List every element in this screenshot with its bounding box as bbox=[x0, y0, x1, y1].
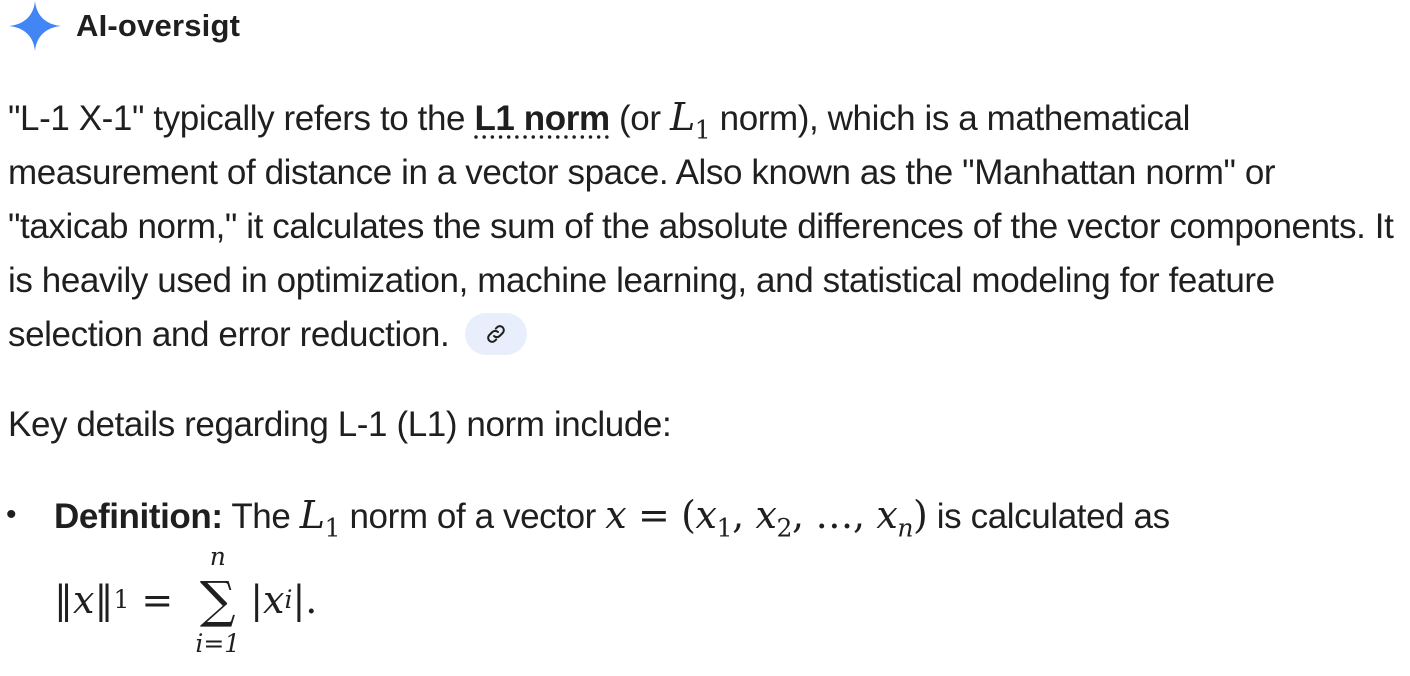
overview-paragraph bbox=[8, 90, 1403, 362]
math-l: L bbox=[299, 493, 325, 537]
overview-text-start: "L-1 X-1" typically refers to the bbox=[8, 99, 475, 138]
gemini-spark-icon bbox=[8, 0, 62, 52]
l1-math-symbol bbox=[669, 95, 711, 145]
sum-term: x bbox=[263, 578, 285, 622]
vector-ellipsis: , …, bbox=[791, 493, 877, 537]
l1-norm-term-link[interactable]: L1 norm bbox=[474, 99, 610, 138]
ai-overview-title: AI-oversigt bbox=[76, 8, 241, 43]
link-icon bbox=[484, 322, 508, 346]
vector-xn: x bbox=[876, 493, 898, 537]
ai-overview-header bbox=[8, 0, 240, 52]
overview-text-rest: norm), which is a mathematical measurement of distance in a vector space. Also known as the "Manhattan norm" or "taxicab norm," it calculates the sum of the absolute differences of the vector components. It is heavily used in optimization, machine learning, and statistical modeling for feature selection and error reduction. bbox=[8, 99, 1394, 354]
abs-open: | bbox=[250, 578, 264, 622]
abs-close: |. bbox=[292, 578, 318, 622]
vector-eq: = ( bbox=[626, 493, 696, 537]
vector-x1-sub: 1 bbox=[716, 513, 733, 543]
vector-expression bbox=[605, 493, 928, 543]
definition-text-start: The bbox=[222, 497, 300, 536]
vector-close: ) bbox=[913, 493, 928, 537]
vector-x2: x bbox=[755, 493, 777, 537]
math-l-subscript: 1 bbox=[694, 115, 711, 145]
vector-x2-sub: 2 bbox=[776, 513, 792, 543]
l1-norm-formula: ‖ x ‖ 1 = n ∑ i=1 | x i |. bbox=[54, 542, 318, 658]
norm-open: ‖ bbox=[54, 578, 73, 622]
bullet-dot: • bbox=[6, 498, 17, 531]
overview-text-or: (or bbox=[609, 99, 670, 138]
formula-eq: = bbox=[129, 578, 186, 622]
summation bbox=[195, 544, 240, 656]
source-link-button[interactable] bbox=[465, 313, 527, 355]
vector-x1: x bbox=[695, 493, 717, 537]
definition-label: Definition: bbox=[54, 497, 223, 536]
norm-var: x bbox=[73, 578, 95, 622]
sum-upper-limit: n bbox=[209, 542, 226, 571]
sum-lower-text: i=1 bbox=[195, 629, 241, 658]
definition-text-end: is calculated as bbox=[927, 497, 1170, 536]
math-l: L bbox=[669, 95, 695, 139]
vector-xn-sub: n bbox=[897, 513, 914, 543]
sum-symbol: ∑ bbox=[199, 571, 236, 629]
vector-var: x bbox=[605, 493, 627, 537]
definition-text-mid: norm of a vector bbox=[340, 497, 606, 536]
vector-sep: , bbox=[732, 493, 756, 537]
norm-close: ‖ bbox=[94, 578, 114, 622]
sum-lower-limit bbox=[195, 631, 240, 656]
math-l-subscript: 1 bbox=[324, 513, 341, 543]
key-details-heading: Key details regarding L-1 (L1) norm include: bbox=[8, 405, 672, 444]
